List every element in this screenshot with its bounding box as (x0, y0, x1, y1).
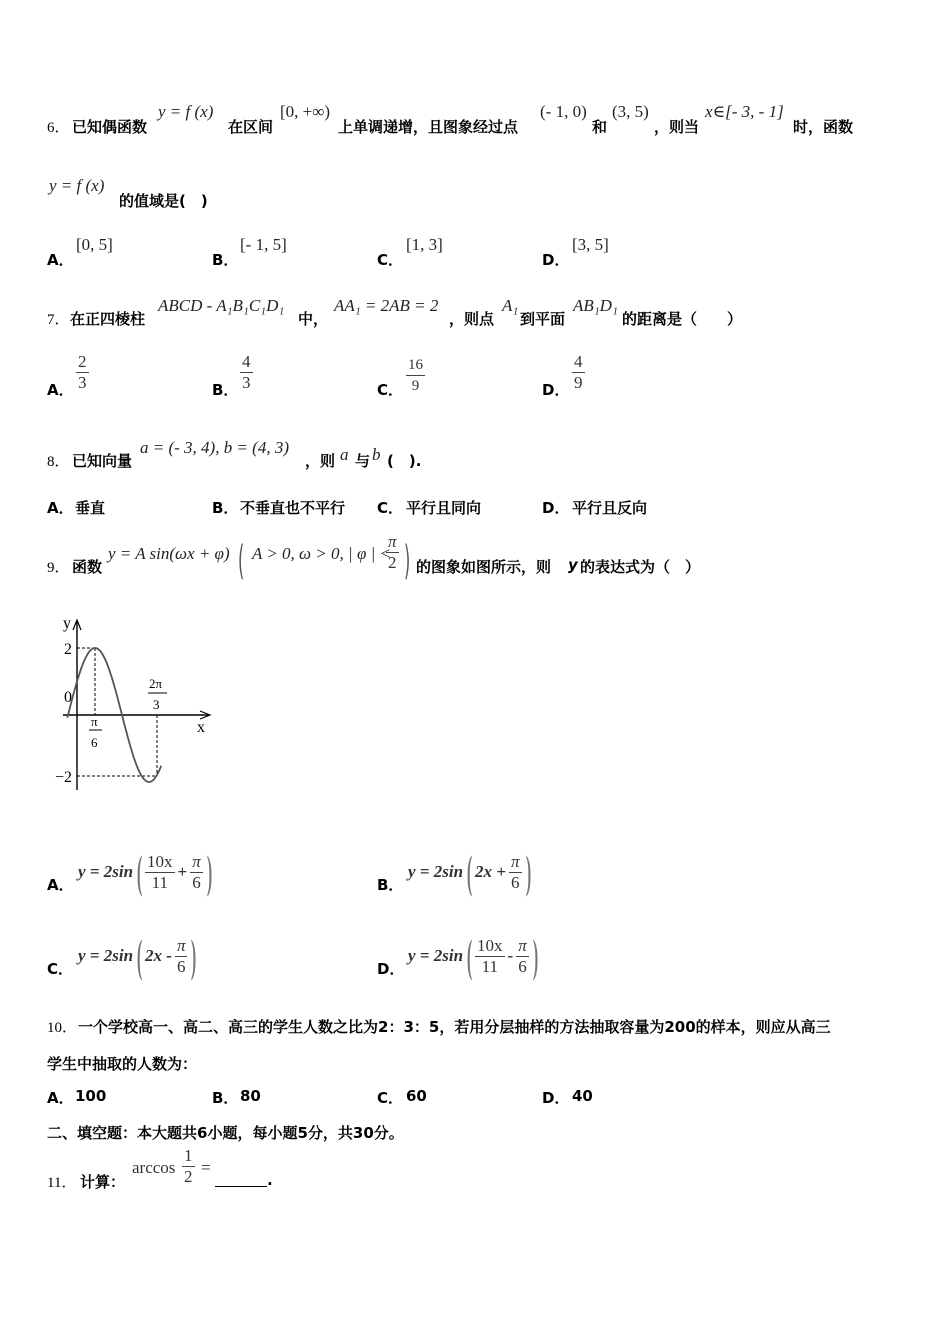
option-c-expression (78, 932, 199, 980)
expr-inner: 2x + (475, 862, 506, 881)
denominator: 6 (518, 956, 527, 976)
fraction (182, 1146, 195, 1187)
expr-prefix: y = 2sin (78, 862, 134, 881)
option-label: B． (212, 251, 239, 269)
denominator: 3 (242, 373, 251, 392)
math-expression: AB₁D₁ (573, 296, 618, 315)
question-text: 与 (355, 452, 371, 470)
option-value: [3, 5] (572, 235, 609, 254)
denominator: 2 (388, 553, 397, 572)
fraction (240, 352, 253, 393)
numerator: π (192, 851, 201, 871)
question-text: 到平面 (520, 310, 566, 328)
numerator: 4 (574, 352, 583, 371)
question-text: 中， (298, 310, 329, 328)
option-label: A． (47, 381, 74, 399)
question-text: ( ). (387, 452, 422, 470)
math-expression: y = A sin(ωx + φ) (108, 544, 230, 563)
math-expression: arccos (132, 1158, 176, 1177)
math-expression: a (340, 445, 349, 464)
y-axis-label: y (63, 615, 71, 632)
question-number: 10． (47, 1020, 78, 1036)
denominator: 6 (176, 956, 186, 976)
question-text: 已知向量 (72, 452, 133, 470)
operator: - (507, 946, 514, 965)
x-tick-pi6-num: π (91, 714, 98, 729)
expr-prefix: y = 2sin (408, 862, 464, 881)
option-text: 80 (240, 1087, 261, 1105)
expr-prefix: y = 2sin (408, 946, 464, 965)
left-paren: ( (466, 846, 473, 897)
x-axis-label: x (197, 719, 205, 736)
option-label: C． (377, 499, 404, 517)
option-label: D． (542, 251, 570, 269)
section-title: 二、填空题：本大题共6小题，每小题5分，共30分。 (47, 1124, 404, 1142)
question-number: 6． (47, 120, 70, 136)
option-label: B． (212, 1089, 239, 1107)
question-text: 在正四棱柱 (70, 310, 146, 328)
right-paren: ) (404, 538, 411, 584)
numerator: 10x (147, 851, 173, 871)
question-text: ，则 (305, 452, 336, 470)
tick-label-2: 2 (64, 641, 72, 658)
question-text: y (568, 556, 578, 574)
question-number: 8． (47, 454, 70, 470)
right-paren: ) (191, 930, 197, 981)
option-a-expression (78, 848, 215, 896)
x-tick-2pi3-num: 2π (149, 676, 163, 691)
math-expression: A₁ (502, 296, 519, 315)
denominator: 11 (481, 956, 498, 976)
tick-label-neg2: −2 (55, 769, 73, 786)
question-number: 9． (47, 560, 70, 576)
math-expression: (3, 5) (612, 102, 649, 121)
option-label: A． (47, 251, 74, 269)
numerator: 4 (242, 352, 251, 371)
math-expression: (- 1, 0) (540, 102, 587, 121)
left-paren: ( (136, 846, 143, 897)
denominator: 9 (574, 373, 583, 392)
option-label: D． (542, 1089, 570, 1107)
question-text: 和 (592, 118, 608, 136)
numerator: π (176, 935, 186, 955)
x-tick-pi6-den: 6 (91, 735, 98, 750)
fraction (406, 355, 425, 396)
fraction (386, 532, 399, 573)
option-value: [1, 3] (406, 235, 443, 254)
fraction (190, 852, 203, 893)
question-number: 11． (47, 1175, 77, 1191)
option-label: A． (47, 499, 74, 517)
numerator: 16 (406, 355, 425, 376)
math-expression: [0, +∞) (280, 102, 331, 121)
option-text: 40 (572, 1087, 593, 1105)
left-paren: ( (238, 538, 245, 584)
option-label: D． (542, 381, 570, 399)
option-label: D． (377, 960, 405, 978)
math-expression: A > 0, ω > 0, | φ | < (252, 544, 391, 563)
denominator: 11 (151, 872, 168, 892)
numerator: π (388, 532, 397, 551)
option-text: 平行且反向 (572, 499, 648, 517)
numerator: 10x (477, 935, 503, 955)
right-paren: ) (206, 846, 213, 897)
math-expression: ABCD - A₁B₁C₁D₁ (158, 296, 285, 315)
equals-sign: = (201, 1158, 211, 1177)
denominator: 3 (78, 373, 87, 392)
left-paren: ( (136, 930, 143, 981)
option-label: B． (212, 499, 239, 517)
option-text: 平行且同向 (406, 499, 482, 517)
denominator: 2 (184, 1167, 193, 1186)
math-expression: y = f (x) (49, 176, 105, 195)
option-label: C． (377, 381, 404, 399)
x-tick-2pi3-den: 3 (153, 697, 160, 712)
question-text: 学生中抽取的人数为： (47, 1055, 198, 1073)
question-text: 函数 (72, 558, 103, 576)
fraction (509, 852, 522, 893)
option-value: [0, 5] (76, 235, 113, 254)
option-label: B． (212, 381, 239, 399)
fraction (475, 936, 505, 977)
fraction (516, 936, 529, 977)
denominator: 6 (192, 872, 201, 892)
question-text: 上单调递增，且图象经过点 (338, 118, 519, 136)
expr-prefix: y = 2sin (78, 946, 134, 965)
numerator: 2 (78, 352, 87, 371)
option-text: 垂直 (75, 499, 106, 517)
question-text: ，则当 (654, 118, 700, 136)
question-text: 在区间 (228, 118, 274, 136)
question-text: 时，函数 (793, 118, 854, 136)
question-text: ，则点 (449, 310, 495, 328)
question-text: 计算： (80, 1173, 126, 1191)
numerator: π (518, 935, 527, 955)
option-label: A． (47, 1089, 74, 1107)
question-text: 一个学校高一、高二、高三的学生人数之比为2：3：5，若用分层抽样的方法抽取容量为200的样本，则应从高三 (78, 1018, 831, 1036)
answer-blank[interactable] (215, 1186, 267, 1187)
math-expression: AA₁ = 2AB = 2 (334, 296, 439, 315)
operator: + (177, 862, 188, 881)
function-graph (45, 610, 225, 800)
fraction (76, 352, 89, 393)
question-text: 的表达式为（ ） (580, 558, 701, 576)
expr-inner: 2x - (145, 946, 172, 965)
option-text: 100 (75, 1087, 107, 1105)
right-paren: ) (532, 930, 538, 981)
tick-label-0: 0 (64, 689, 72, 706)
right-paren: ) (525, 846, 531, 897)
question-9-options-row-1 (0, 848, 950, 898)
fraction (175, 936, 188, 977)
option-label: C． (377, 251, 404, 269)
question-text: 的值域是( ) (119, 192, 208, 210)
math-expression: x∈[- 3, - 1] (705, 102, 784, 121)
numerator: 1 (184, 1146, 193, 1165)
question-number: 7． (47, 312, 70, 328)
fraction (572, 352, 585, 393)
option-label: A． (47, 876, 74, 894)
question-text: . (267, 1171, 273, 1189)
option-label: C． (47, 960, 74, 978)
option-d-expression (408, 932, 541, 980)
option-value: [- 1, 5] (240, 235, 287, 254)
denominator: 6 (510, 872, 520, 892)
question-text: 已知偶函数 (72, 118, 148, 136)
option-b-expression (408, 848, 534, 896)
question-9-options-row-2 (0, 932, 950, 982)
option-label: C． (377, 1089, 404, 1107)
left-paren: ( (466, 930, 473, 981)
question-text: 的距离是（ ） (622, 310, 743, 328)
fraction (145, 852, 175, 893)
denominator: 9 (411, 378, 420, 394)
option-label: B． (377, 876, 404, 894)
question-text: 的图象如图所示，则 (416, 558, 552, 576)
option-label: D． (542, 499, 570, 517)
option-text: 60 (406, 1087, 427, 1105)
option-text: 不垂直也不平行 (240, 499, 346, 517)
numerator: π (510, 851, 520, 871)
math-expression: b (372, 445, 381, 464)
math-expression: a = (- 3, 4), b = (4, 3) (140, 438, 289, 457)
math-expression: y = f (x) (158, 102, 214, 121)
